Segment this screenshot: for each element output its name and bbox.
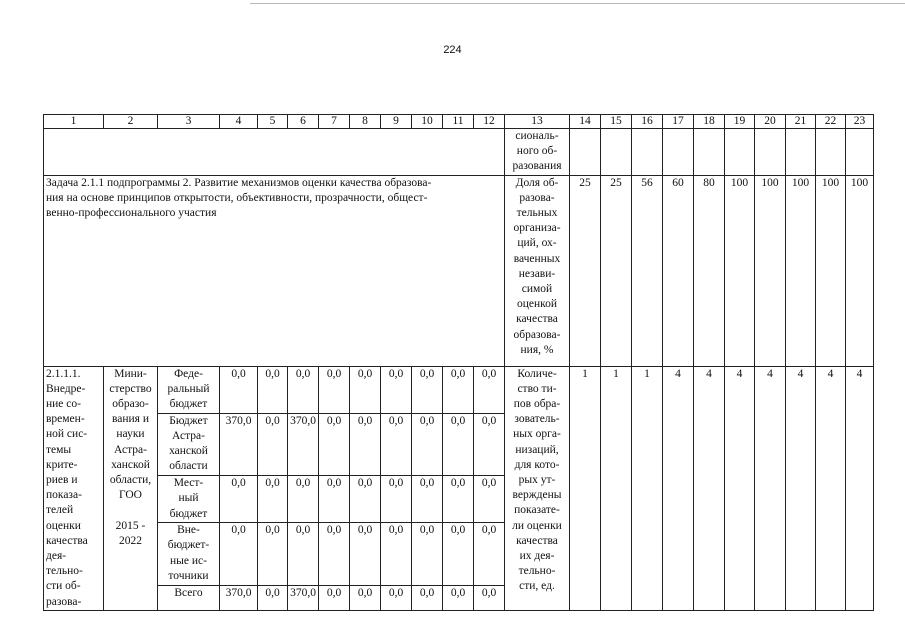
funding-amount: 0,0: [220, 366, 258, 413]
column-number: 3: [158, 115, 220, 129]
task-value: 60: [663, 175, 694, 366]
column-number: 16: [632, 115, 663, 129]
column-number: 9: [381, 115, 412, 129]
funding-amount: 370,0: [220, 413, 258, 475]
measure-value: 4: [846, 366, 874, 610]
funding-amount: 0,0: [443, 413, 474, 475]
funding-amount: 0,0: [412, 366, 443, 413]
funding-amount: 370,0: [288, 413, 319, 475]
continuation-indicator: сиональ- ного об- разования: [505, 129, 570, 176]
column-number: 18: [694, 115, 725, 129]
page-number: 224: [443, 44, 462, 56]
column-number: 7: [319, 115, 350, 129]
task-value: 100: [846, 175, 874, 366]
funding-amount: 0,0: [350, 413, 381, 475]
funding-amount: 0,0: [381, 366, 412, 413]
task-title: Задача 2.1.1 подпрограммы 2. Развитие механизмов оценки качества образова- ния на основе принципов открытости, объективности, прозрачности, общест- венно-профессионального участия: [44, 175, 505, 366]
column-number: 5: [258, 115, 288, 129]
column-number: 15: [601, 115, 632, 129]
task-row: [44, 175, 874, 366]
funding-amount: 0,0: [319, 366, 350, 413]
funding-source: Бюджет Астра- ханской области: [158, 413, 220, 475]
funding-source: Всего: [158, 585, 220, 610]
column-number: 12: [474, 115, 505, 129]
task-value: 25: [601, 175, 632, 366]
measure-value: 1: [601, 366, 632, 610]
funding-amount: 0,0: [412, 585, 443, 610]
measure-value: 4: [755, 366, 786, 610]
measure-executor: Мини- стерство образо- вания и науки Астра- ханской области, ГОО 2015 - 2022: [104, 366, 158, 610]
funding-amount: 0,0: [258, 476, 288, 523]
column-number: 19: [725, 115, 755, 129]
column-number: 22: [816, 115, 846, 129]
measure-code-name: 2.1.1.1. Внедре- ние со- времен- ной сис- темы крите- риев и показа- телей оценки качества дея- тельно- сти об- разова-: [44, 366, 104, 610]
task-value: 56: [632, 175, 663, 366]
funding-amount: 0,0: [258, 585, 288, 610]
funding-source: Феде- ральный бюджет: [158, 366, 220, 413]
column-number: 23: [846, 115, 874, 129]
column-number: 11: [443, 115, 474, 129]
funding-amount: 0,0: [319, 476, 350, 523]
column-number: 21: [786, 115, 816, 129]
funding-amount: 0,0: [319, 523, 350, 585]
funding-amount: 0,0: [381, 413, 412, 475]
funding-amount: 0,0: [288, 523, 319, 585]
funding-amount: 0,0: [288, 366, 319, 413]
funding-amount: 0,0: [443, 366, 474, 413]
funding-amount: 0,0: [381, 585, 412, 610]
measure-value: 4: [663, 366, 694, 610]
measure-indicator: Количе- ство ти- пов обра- зователь- ных орга- низаций, для кото- рых ут- верждены показате- ли оценки качества их дея- тельно- сти, ед.: [505, 366, 570, 610]
funding-amount: 0,0: [381, 523, 412, 585]
measure-value: 4: [786, 366, 816, 610]
measure-value: 1: [570, 366, 601, 610]
column-number: 8: [350, 115, 381, 129]
funding-amount: 0,0: [443, 585, 474, 610]
funding-amount: 0,0: [412, 523, 443, 585]
funding-amount: 0,0: [443, 523, 474, 585]
column-number: 14: [570, 115, 601, 129]
funding-amount: 0,0: [288, 476, 319, 523]
task-value: 100: [816, 175, 846, 366]
column-number: 13: [505, 115, 570, 129]
task-value: 100: [755, 175, 786, 366]
program-table: [43, 114, 874, 611]
column-number-row: [44, 115, 874, 129]
scan-edge-line: [250, 3, 905, 4]
funding-amount: 0,0: [474, 476, 505, 523]
task-value: 100: [725, 175, 755, 366]
funding-amount: 0,0: [258, 366, 288, 413]
continuation-blank: [44, 129, 505, 176]
funding-source: Вне- бюджет- ные ис- точники: [158, 523, 220, 585]
task-indicator: Доля об- разова- тельных организа- ций, ох- ваченных незави- симой оценкой качества образова- ния, %: [505, 175, 570, 366]
funding-amount: 0,0: [350, 476, 381, 523]
funding-amount: 0,0: [350, 523, 381, 585]
continuation-row: [44, 129, 874, 176]
funding-amount: 0,0: [220, 476, 258, 523]
measure-value: 4: [725, 366, 755, 610]
measure-row: [44, 366, 874, 413]
task-value: 100: [786, 175, 816, 366]
column-number: 10: [412, 115, 443, 129]
column-number: 6: [288, 115, 319, 129]
funding-amount: 0,0: [443, 476, 474, 523]
measure-value: 4: [816, 366, 846, 610]
funding-amount: 0,0: [412, 413, 443, 475]
funding-amount: 0,0: [319, 585, 350, 610]
funding-amount: 0,0: [258, 523, 288, 585]
column-number: 1: [44, 115, 104, 129]
measure-value: 4: [694, 366, 725, 610]
task-value: 80: [694, 175, 725, 366]
task-value: 25: [570, 175, 601, 366]
measure-value: 1: [632, 366, 663, 610]
column-number: 17: [663, 115, 694, 129]
funding-amount: 370,0: [288, 585, 319, 610]
funding-amount: 0,0: [258, 413, 288, 475]
funding-amount: 0,0: [350, 585, 381, 610]
funding-amount: 0,0: [220, 523, 258, 585]
funding-amount: 0,0: [412, 476, 443, 523]
funding-amount: 0,0: [350, 366, 381, 413]
funding-source: Мест- ный бюджет: [158, 476, 220, 523]
funding-amount: 0,0: [319, 413, 350, 475]
funding-amount: 0,0: [474, 585, 505, 610]
funding-amount: 0,0: [474, 366, 505, 413]
column-number: 4: [220, 115, 258, 129]
funding-amount: 0,0: [381, 476, 412, 523]
funding-amount: 0,0: [474, 413, 505, 475]
column-number: 2: [104, 115, 158, 129]
funding-amount: 370,0: [220, 585, 258, 610]
column-number: 20: [755, 115, 786, 129]
funding-amount: 0,0: [474, 523, 505, 585]
